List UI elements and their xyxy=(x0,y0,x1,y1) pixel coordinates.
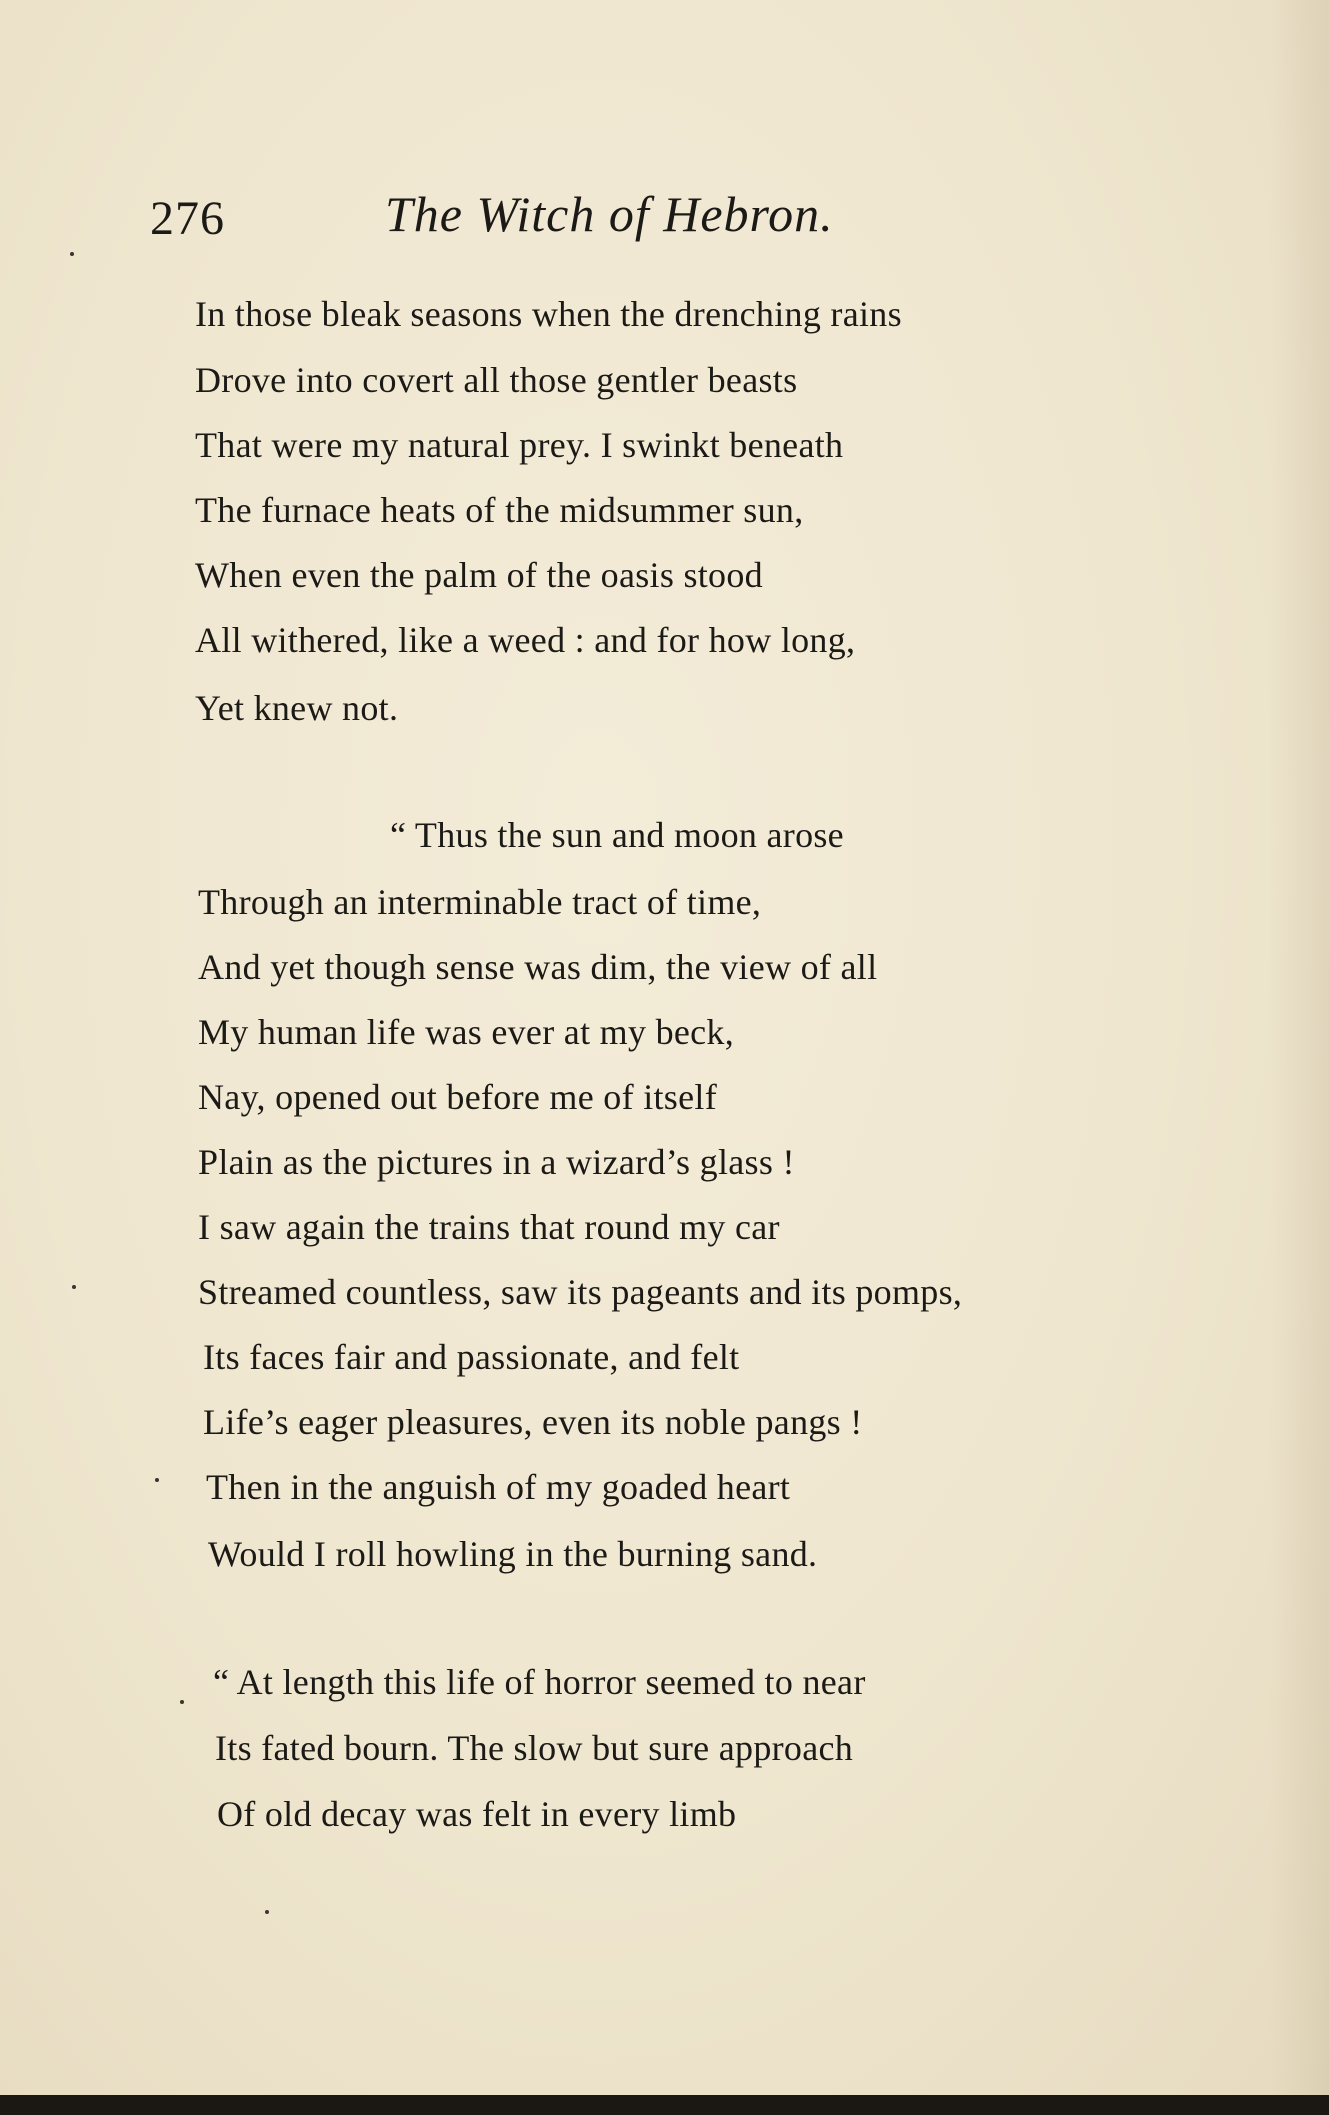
verse-line: Streamed countless, saw its pageants and its pomps, xyxy=(198,1272,963,1312)
verse-line: Its faces fair and passionate, and felt xyxy=(203,1337,740,1377)
verse-line: “ At length this life of horror seemed to near xyxy=(213,1662,866,1702)
paper-speck xyxy=(155,1478,159,1482)
verse-line: Then in the anguish of my goaded heart xyxy=(206,1467,791,1507)
verse-line: And yet though sense was dim, the view of all xyxy=(198,947,878,987)
paper-speck xyxy=(72,1285,76,1289)
verse-line: Through an interminable tract of time, xyxy=(198,882,762,922)
verse-line: That were my natural prey. I swinkt beneath xyxy=(195,425,844,465)
verse-line: “ Thus the sun and moon arose xyxy=(390,815,844,855)
paper-speck xyxy=(180,1700,184,1704)
verse-line: All withered, like a weed : and for how long, xyxy=(195,620,856,660)
verse-line: Yet knew not. xyxy=(195,688,399,728)
verse-line: The furnace heats of the midsummer sun, xyxy=(195,490,804,530)
running-title: The Witch of Hebron. xyxy=(385,186,834,242)
verse-line: I saw again the trains that round my car xyxy=(198,1207,780,1247)
verse-line: Would I roll howling in the burning sand. xyxy=(208,1534,818,1574)
page-bottom-edge xyxy=(0,2095,1329,2115)
page-header xyxy=(150,185,1150,245)
verse-line: Life’s eager pleasures, even its noble pangs ! xyxy=(203,1402,863,1442)
verse-line: In those bleak seasons when the drenching rains xyxy=(195,294,902,334)
verse-line: Nay, opened out before me of itself xyxy=(198,1077,717,1117)
paper-speck xyxy=(265,1910,269,1914)
paper-speck xyxy=(70,252,74,256)
verse-line: When even the palm of the oasis stood xyxy=(195,555,763,595)
verse-line: My human life was ever at my beck, xyxy=(198,1012,735,1052)
verse-line: Of old decay was felt in every limb xyxy=(217,1794,737,1834)
page-number: 276 xyxy=(150,192,225,245)
verse-line: Drove into covert all those gentler beasts xyxy=(195,360,798,400)
verse-line: Its fated bourn. The slow but sure approach xyxy=(215,1728,854,1768)
verse-line: Plain as the pictures in a wizard’s glass ! xyxy=(198,1142,795,1182)
